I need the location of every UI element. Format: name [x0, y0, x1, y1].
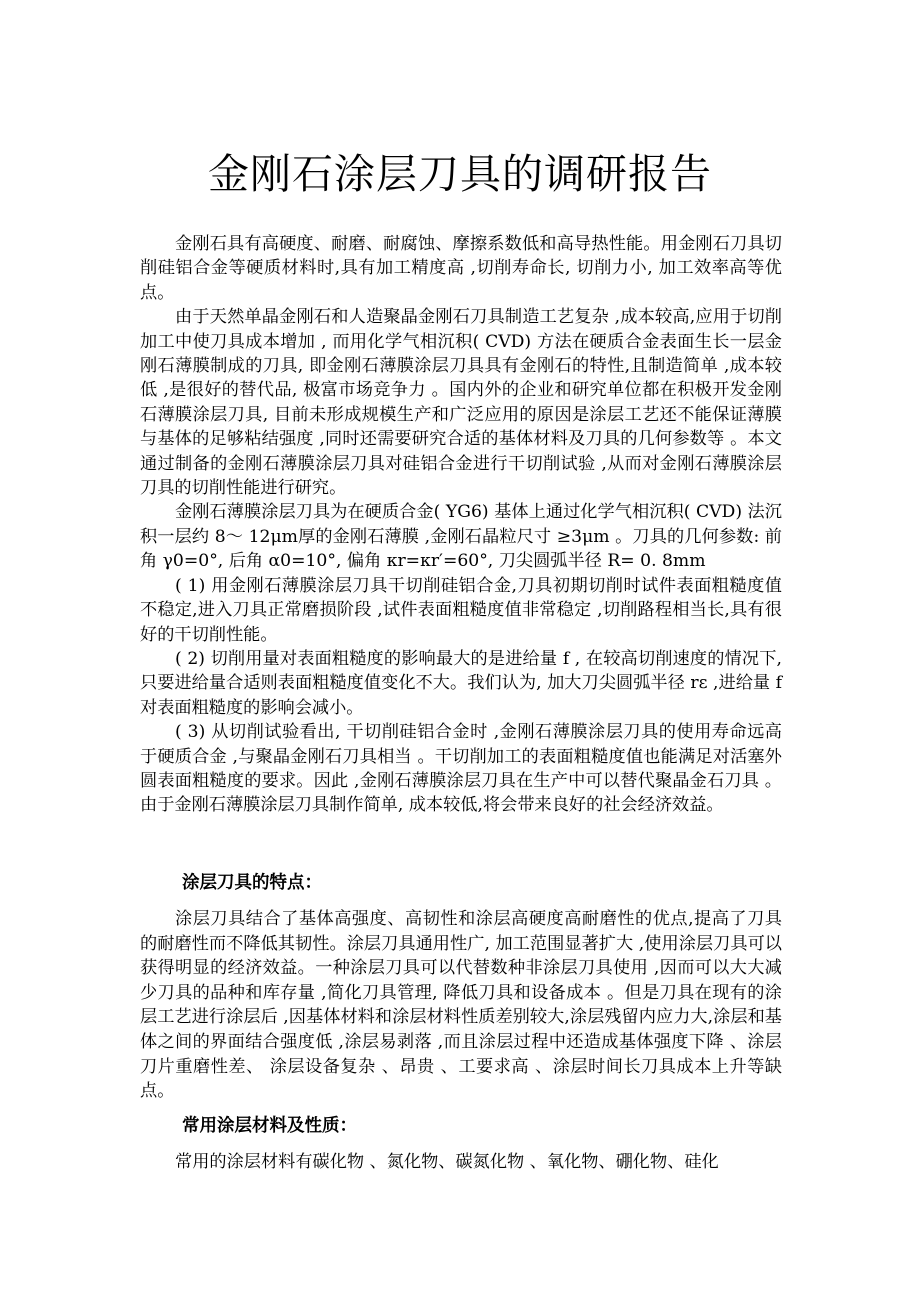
paragraph-conclusion-1: ( 1) 用金刚石薄膜涂层刀具干切削硅铝合金,刀具初期切削时试件表面粗糙度值不稳定,进入刀具正常磨损阶段 ,试件表面粗糙度值非常稳定 ,切削路程相当长,具有很好的干切削性能。: [140, 575, 782, 645]
section-heading-coated-tool-features: 涂层刀具的特点：: [182, 873, 322, 893]
paragraph-tool-parameters: 金刚石薄膜涂层刀具为在硬质合金( YG6) 基体上通过化学气相沉积( CVD) 法沉积一层约 8～ 12μm厚的金刚石薄膜 ,金刚石晶粒尺寸 ≥3μm 。刀具的几何参数: 前角 γ0=0°, 后角 α0=10°, 偏角 κr=κr′=60°, 刀尖圆弧半径 R= 0. 8mm: [140, 502, 782, 572]
paragraph-coating-materials: 常用的涂层材料有碳化物 、氮化物、碳氮化物 、氧化物、硼化物、硅化: [175, 1152, 719, 1172]
document-title: 金刚石涂层刀具的调研报告: [208, 150, 712, 198]
paragraph-coated-tool-features: 涂层刀具结合了基体高强度、高韧性和涂层高硬度高耐磨性的优点,提高了刀具的耐磨性而不降低其韧性。涂层刀具通用性广, 加工范围显著扩大 ,使用涂层刀具可以获得明显的经济效益。一种涂层刀具可以代替数种非涂层刀具使用 ,因而可以大大减少刀具的品种和库存量 ,简化刀具管理, 降低刀具和设备成本 。但是刀具在现有的涂层工艺进行涂层后 ,因基体材料和涂层材料性质差别较大,涂层残留内应力大,涂层和基体之间的界面结合强度低 ,涂层易剥落 ,而且涂层过程中还造成基体强度下降 、涂层刀片重磨性差、 涂层设备复杂 、昂贵 、工要求高 、涂层时间长刀具成本上升等缺点。: [140, 909, 782, 1102]
coating-materials-section: [140, 1150, 782, 1174]
paragraph-conclusion-3: ( 3) 从切削试验看出, 干切削硅铝合金时 ,金刚石薄膜涂层刀具的使用寿命远高于硬质合金 ,与聚晶金刚石刀具相当 。干切削加工的表面粗糙度值也能满足对活塞外圆表面粗糙度的要求。因此 ,金刚石薄膜涂层刀具在生产中可以替代聚晶金石刀具 。由于金刚石薄膜涂层刀具制作简单, 成本较低,将会带来良好的社会经济效益。: [140, 722, 782, 816]
intro-section: [140, 232, 782, 818]
paragraph-diamond-properties: 金刚石具有高硬度、耐磨、耐腐蚀、摩擦系数低和高导热性能。用金刚石刀具切削硅铝合金等硬质材料时,具有加工精度高 ,切削寿命长, 切削力小, 加工效率高等优点。: [140, 234, 782, 303]
coated-tool-features-section: [140, 907, 782, 1104]
section-heading-coating-materials: 常用涂层材料及性质：: [182, 1116, 357, 1136]
paragraph-cvd-background: 由于天然单晶金刚石和人造聚晶金刚石刀具制造工艺复杂 ,成本较高,应用于切削加工中使刀具成本增加 , 而用化学气相沉积( CVD) 方法在硬质合金表面生长一层金刚石薄膜制成的刀具, 即金刚石薄膜涂层刀具具有金刚石的特性,且制造简单 ,成本较低 ,是很好的替代品, 极富市场竞争力 。国内外的企业和研究单位都在积极开发金刚石薄膜涂层刀具, 目前未形成规模生产和广泛应用的原因是涂层工艺还不能保证薄膜与基体的足够粘结强度 ,同时还需要研究合适的基体材料及刀具的几何参数等 。本文通过制备的金刚石薄膜涂层刀具对硅铝合金进行干切削试验 ,从而对金刚石薄膜涂层刀具的切削性能进行研究。: [140, 307, 782, 499]
paragraph-conclusion-2: ( 2) 切削用量对表面粗糙度的影响最大的是进给量 f , 在较高切削速度的情况下, 只要进给量合适则表面粗糙度值变化不大。我们认为, 加大刀尖圆弧半径 rε ,进给量 f 对表面粗糙度的影响会减小。: [140, 648, 782, 718]
